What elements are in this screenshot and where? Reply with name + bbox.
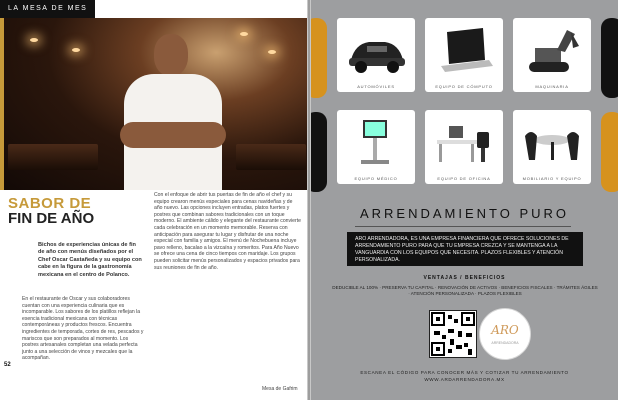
- section-tag: LA MESA DE MES: [0, 0, 95, 18]
- card-label: EQUIPO MÉDICO: [354, 176, 398, 181]
- card-label: MAQUINARIA: [535, 84, 569, 89]
- card-label: EQUIPO DE CÓMPUTO: [435, 84, 493, 89]
- article-lede: Bichos de experiencias únicas de fin de año con menús diseñados por el Chef Oscar Castañeda y su equipo con cabe en la figura de la gastronomía mexicana en el centro de Polanco.: [38, 242, 142, 278]
- right-orange-pill: [601, 112, 618, 192]
- laptop-icon: [433, 22, 495, 80]
- benefits-text: DEDUCIBLE AL 100% · PRESERVA TU CAPITAL · RENOVACIÓN DE ACTIVOS · BENEFICIOS FISCALES · TRÁMITES ÁGILES · ATENCIÓN PERSONALIZADA · PLAZOS FLEXIBLES: [332, 285, 598, 296]
- aro-logo: [479, 308, 531, 360]
- article-title-line1: SABOR DE: [8, 195, 92, 212]
- card-label: MOBILIARIO Y EQUIPO: [522, 176, 582, 181]
- car-icon: [345, 22, 407, 80]
- left-orange-pill: [311, 18, 327, 98]
- ad-title: ARRENDAMIENTO PURO: [359, 206, 570, 221]
- card-medico: [337, 110, 415, 184]
- right-black-pill: [601, 18, 618, 98]
- card-automoviles: [337, 18, 415, 92]
- article-column-1: En el restaurante de Oscar y sus colaboradores cuentan con una experiencia culinaria que es incomparable. Los sabores de los platillos reflejan la esencia tradicional mexicana con técnicas contemporáneas y productos frescos. Encuentra ingredientes de temporada, cortes de res, pescados y mariscos que son preparados al momento. Los postres artesanales completan una velada perfecta junto a una selección de vinos y mezcales que la acompañan.: [22, 296, 144, 362]
- gold-accent-bar: [0, 18, 4, 190]
- ad-footer-line1: ESCANEA EL CÓDIGO PARA CONOCER MÁS Y COTIZAR TU ARRENDAMIENTO: [360, 370, 569, 375]
- card-label: AUTOMÓVILES: [357, 84, 395, 89]
- logo-text: ARO: [491, 323, 519, 337]
- article-title-line2: FIN DE AÑO: [8, 210, 95, 227]
- left-black-pill: [311, 112, 327, 192]
- benefits-title: VENTAJAS / BENEFICIOS: [423, 275, 506, 281]
- article-column-2: Con el enfoque de abrir tus puertas de fin de año el chef y su equipo crearon menús especiales para cenas navideñas y de año nuevo. Las opciones incluyen entradas, platos fuertes y postres que combinan sabores tradicionales con un toque moderno. El ambiente cálido y elegante del restaurante convierte cada celebración en un momento memorable. Reserva con anticipación para asegurar tu lugar y disfrutar de una noche especial con familia y amigos. El menú de Nochebuena incluye pavo relleno, bacalao a la vizcaína y romeritos. Para Año Nuevo se ofrece una cena de cinco tiempos con maridaje. Los grupos pueden solicitar menús personalizados y espacios privados para sus reuniones de fin de año.: [154, 192, 301, 271]
- ad-website-link[interactable]: WWW.ARDARRENDADORA.MX: [424, 377, 505, 382]
- medical-monitor-icon: [345, 114, 407, 172]
- qr-code-icon[interactable]: [429, 310, 477, 358]
- chef-photo: [0, 18, 309, 190]
- page-footer: Mesa de Gafrim: [262, 386, 298, 392]
- right-page-ad: [311, 0, 618, 400]
- card-mobiliario: [513, 110, 591, 184]
- card-maquinaria: [513, 18, 591, 92]
- chef-figure: [118, 30, 228, 190]
- office-desk-icon: [433, 114, 495, 172]
- page-number: 52: [4, 362, 11, 368]
- ad-description-banner: ARO ARRENDADORA, ES UNA EMPRESA FINANCIERA QUE OFRECE SOLUCIONES DE ARRENDAMIENTO PURO PARA QUE TU EMPRESA CREZCA Y SE MANTENGA A LA VANGUARDIA CON LOS EQUIPOS QUE NECESITA. PLAZOS FLEXIBLES Y ATENCIÓN PERSONALIZADA.: [347, 232, 583, 266]
- excavator-icon: [521, 22, 583, 80]
- card-label: EQUIPO DE OFICINA: [437, 176, 491, 181]
- logo-subtext: ARRENDADORA: [491, 341, 519, 345]
- card-computo: [425, 18, 503, 92]
- divider: [355, 226, 571, 227]
- card-oficina: [425, 110, 503, 184]
- table-chairs-icon: [521, 114, 583, 172]
